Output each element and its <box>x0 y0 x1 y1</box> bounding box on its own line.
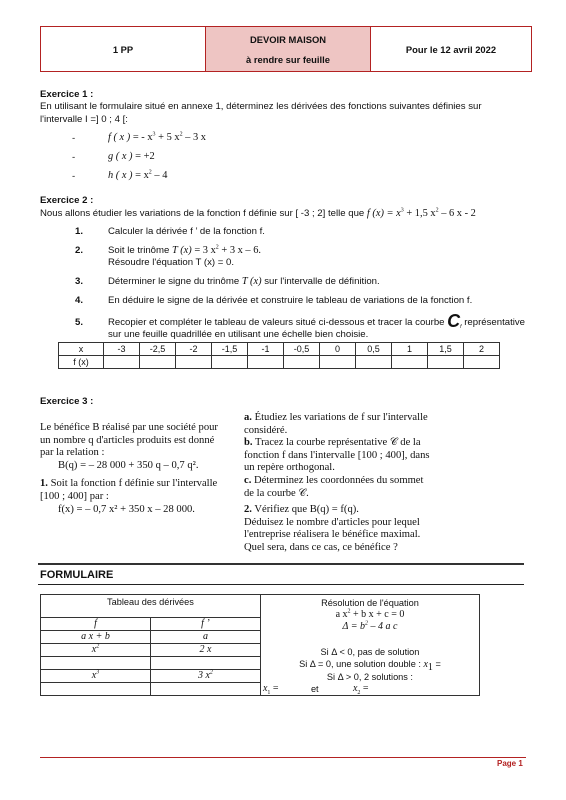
solution-et: et <box>310 684 319 694</box>
ex1-title: Exercice 1 : <box>40 89 94 100</box>
step-2-text2: Résoudre l'équation T (x) = 0. <box>108 257 235 268</box>
class-label: 1 PP <box>112 43 134 55</box>
solution-x2 <box>353 683 369 695</box>
table-cell <box>392 356 428 369</box>
ex3-right-column <box>244 412 430 555</box>
solution-x1 <box>263 683 279 695</box>
ex3-left-line: Le bénéfice B réalisé par une société pour <box>40 422 218 433</box>
discriminant <box>261 621 479 633</box>
ex3-right-line: Déduisez le nombre d'articles pour lequel <box>244 516 420 528</box>
ex3-left-line: par la relation : <box>40 447 105 459</box>
table-cell: -2 <box>176 343 212 356</box>
res-eq-b: + b x + c = 0 <box>350 609 405 620</box>
ex2-intro-c: – 6 x - 2 <box>438 208 476 219</box>
table-cell: -2,5 <box>140 343 176 356</box>
g-lhs: g ( x ) <box>108 151 133 162</box>
res-eq-exp: 2 <box>347 608 351 615</box>
ex3-benefit-formula: B(q) = – 28 000 + 350 q – 0,7 q². <box>58 459 199 471</box>
table-cell <box>41 683 151 696</box>
delta-a: Δ = b <box>342 621 365 632</box>
curve-c-symbol: C <box>447 311 461 331</box>
table-cell: a <box>150 631 260 644</box>
ex3-left-column <box>40 422 218 516</box>
doc-title: DEVOIR MAISON <box>249 33 327 45</box>
fx-label-cell: f (x) <box>59 356 104 369</box>
table-cell: -3 <box>104 343 140 356</box>
table-cell: -1,5 <box>212 343 248 356</box>
f-rhs-a: = - x <box>130 132 153 143</box>
ex2-intro-text: Nous allons étudier les variations de la fonction f définie sur [ -3 ; 2] telle que <box>40 208 367 219</box>
page-number: Page 1 <box>497 759 523 768</box>
ex3-qb-number: b. <box>244 437 253 449</box>
resolution-cell <box>260 595 479 696</box>
solutions-line <box>261 683 479 695</box>
table-cell <box>248 356 284 369</box>
table-cell <box>356 356 392 369</box>
ex3-qc <box>244 475 430 488</box>
table-cell: 1,5 <box>428 343 464 356</box>
table-cell <box>150 657 260 670</box>
ex3-qa-number: a. <box>244 412 252 423</box>
table-cell: -1 <box>248 343 284 356</box>
table-row <box>41 595 480 618</box>
ex2-intro-f: f (x) = x <box>366 208 401 219</box>
step-2-d: + 3 x – 6. <box>218 245 262 256</box>
table-cell: 2 x <box>150 644 260 657</box>
table-cell: a x + b <box>41 631 151 644</box>
f-rhs-b: + 5 x <box>155 132 180 143</box>
formulaire-table <box>40 594 480 696</box>
step-4-text: En déduire le signe de la dérivée et construire le tableau de variations de la fonction f. <box>108 295 473 306</box>
ex3-qb-text: Tracez la courbe représentative 𝒞 de la <box>252 437 421 449</box>
case-zero-text: Si Δ = 0, une solution double : <box>299 659 424 669</box>
table-row <box>59 343 500 356</box>
case-zero-sub: 1 <box>427 661 433 673</box>
table-cell <box>212 356 248 369</box>
ex3-right-line: considéré. <box>244 424 288 436</box>
ex3-title: Exercice 3 : <box>40 396 94 407</box>
ex3-q1-text: Soit la fonction f définie sur l'intervalle <box>47 478 218 490</box>
step-3-b: T (x) <box>241 276 262 287</box>
h-lhs: h ( x ) <box>108 170 133 181</box>
step-2-c: = 3 x <box>191 245 216 256</box>
table-cell: 0 <box>320 343 356 356</box>
table-cell: 0,5 <box>356 343 392 356</box>
ex3-left-line: [100 ; 400] par : <box>40 490 109 502</box>
ex3-q2-number: 2. <box>244 504 252 516</box>
g-rhs: = +2 <box>132 151 155 162</box>
sol1-eq: = <box>270 683 279 694</box>
table-cell: -0,5 <box>284 343 320 356</box>
ex3-qb <box>244 437 430 450</box>
step-2-exp: 2 <box>215 244 219 251</box>
ex1-g-expression <box>108 151 155 162</box>
table-cell <box>41 657 151 670</box>
ex3-q2 <box>244 504 430 517</box>
sol1-x: x <box>262 683 268 694</box>
ex1-intro-line1: En utilisant le formulaire situé en annexe 1, déterminez les dérivées des fonctions suivantes définies sur <box>40 101 482 112</box>
h-exp2: 2 <box>148 169 152 176</box>
step-number: 3. <box>75 276 84 287</box>
case-zero <box>261 658 479 671</box>
case-negative: Si Δ < 0, pas de solution <box>320 647 420 657</box>
ex2-title: Exercice 2 : <box>40 195 94 206</box>
f-exp3: 3 <box>152 131 156 138</box>
sol1-sub: 1 <box>267 690 271 696</box>
col-f-header: f <box>41 618 151 631</box>
ex3-qa <box>244 412 430 425</box>
table-row <box>59 356 500 369</box>
table-cell <box>150 683 260 696</box>
resolution-equation <box>261 609 479 621</box>
ex3-q2-text: Vérifiez que B(q) = f(q). <box>251 504 359 516</box>
header-box <box>40 26 532 72</box>
ex3-right-line: un repère orthogonal. <box>244 462 335 474</box>
sol2-x: x <box>352 683 358 694</box>
case-zero-eq: = <box>432 659 441 669</box>
step-number: 5. <box>75 317 84 328</box>
row-f-exp: 3 <box>96 669 100 676</box>
values-table <box>58 342 500 369</box>
table-cell <box>320 356 356 369</box>
curve-c-sub: f <box>460 323 462 330</box>
ex3-qc-text: Déterminez les coordonnées du sommet <box>251 474 424 486</box>
h-rhs-b: – 4 <box>151 170 168 181</box>
ex2-intro-b: + 1,5 x <box>403 208 436 219</box>
ex3-right-line: l'entreprise réalisera le bénéfice maximal. <box>244 529 421 541</box>
ex2-exp3: 3 <box>400 207 404 214</box>
ex1-bullet: - <box>72 171 76 182</box>
x-label-cell: x <box>59 343 104 356</box>
ex3-qc-number: c. <box>244 474 252 486</box>
ex1-f-expression <box>108 132 206 143</box>
step-number: 1. <box>75 226 84 237</box>
doc-subtitle: à rendre sur feuille <box>246 53 330 65</box>
ex3-q1 <box>40 478 218 491</box>
due-date: Pour le 12 avril 2022 <box>405 43 497 55</box>
step-5-text2: sur une feuille quadrillée en utilisant une échelle bien choisie. <box>108 329 369 340</box>
formulaire-title: FORMULAIRE <box>40 569 114 581</box>
row-fp-exp: 2 <box>209 669 213 676</box>
case-positive: Si Δ > 0, 2 solutions : <box>326 672 413 682</box>
f-exp2: 2 <box>179 131 183 138</box>
ex3-q1-number: 1. <box>40 478 48 490</box>
col-fprime-header: f ’ <box>150 618 260 631</box>
f-rhs-c: – 3 x <box>182 132 206 143</box>
row-fp: 3 x <box>197 670 210 681</box>
ex2-intro <box>40 208 476 219</box>
step-number: 2. <box>75 245 84 256</box>
h-rhs-a: = x <box>132 170 149 181</box>
section-divider <box>38 563 524 565</box>
table-cell <box>41 644 151 657</box>
ex2-exp2: 2 <box>435 207 439 214</box>
ex1-bullet: - <box>72 133 76 144</box>
delta-exp: 2 <box>364 620 368 627</box>
step-number: 4. <box>75 295 84 306</box>
row-f: x <box>91 644 97 655</box>
resolution-title: Résolution de l'équation <box>321 598 419 608</box>
table-cell <box>176 356 212 369</box>
table-cell <box>140 356 176 369</box>
ex1-intro-line2: l'intervalle I =] 0 ; 4 [: <box>40 114 128 125</box>
step-1-text: Calculer la dérivée f ’ de la fonction f. <box>108 226 265 237</box>
ex3-left-line: un nombre q d'articles produits est donné <box>40 434 215 446</box>
title-cell <box>205 27 371 71</box>
ex1-bullet: - <box>72 152 76 163</box>
step-2-a: Soit le trinôme <box>108 245 172 256</box>
sol2-eq: = <box>360 683 369 694</box>
sol2-sub: 2 <box>357 690 361 696</box>
section-divider <box>38 584 524 585</box>
step-3-c: sur l'intervalle de définition. <box>261 276 380 287</box>
step-5-b: représentative <box>461 317 526 328</box>
res-eq-a: a x <box>335 609 348 620</box>
row-f: x <box>91 670 97 681</box>
step-2-text <box>108 245 261 256</box>
f-lhs: f ( x ) <box>108 132 131 143</box>
table-cell <box>428 356 464 369</box>
ex3-qa-text: Étudiez les variations de f sur l'intervalle <box>251 412 428 423</box>
step-2-b: T (x) <box>172 245 192 256</box>
table-cell <box>150 670 260 683</box>
derivatives-title: Tableau des dérivées <box>41 595 261 618</box>
step-3-text <box>108 276 380 287</box>
table-cell <box>464 356 500 369</box>
delta-b: – 4 a c <box>367 621 398 632</box>
ex3-right-line: fonction f dans l'intervalle [100 ; 400], dans <box>244 449 430 461</box>
ex3-f-formula: f(x) = – 0,7 x² + 350 x – 28 000. <box>58 503 195 515</box>
step-5-a: Recopier et compléter le tableau de valeurs situé ci-dessous et tracer la courbe <box>108 317 448 328</box>
table-cell <box>104 356 140 369</box>
footer-rule <box>40 757 526 758</box>
table-cell: 2 <box>464 343 500 356</box>
step-5-text <box>108 311 526 331</box>
case-zero-x: x <box>423 659 428 670</box>
ex3-right-line: de la courbe 𝒞. <box>244 487 309 499</box>
ex1-h-expression <box>108 170 167 181</box>
table-cell: 1 <box>392 343 428 356</box>
table-cell <box>284 356 320 369</box>
step-3-a: Déterminer le signe du trinôme <box>108 276 242 287</box>
row-f-exp: 2 <box>96 643 100 650</box>
ex3-right-line: Quel sera, dans ce cas, ce bénéfice ? <box>244 541 398 553</box>
table-cell <box>41 670 151 683</box>
